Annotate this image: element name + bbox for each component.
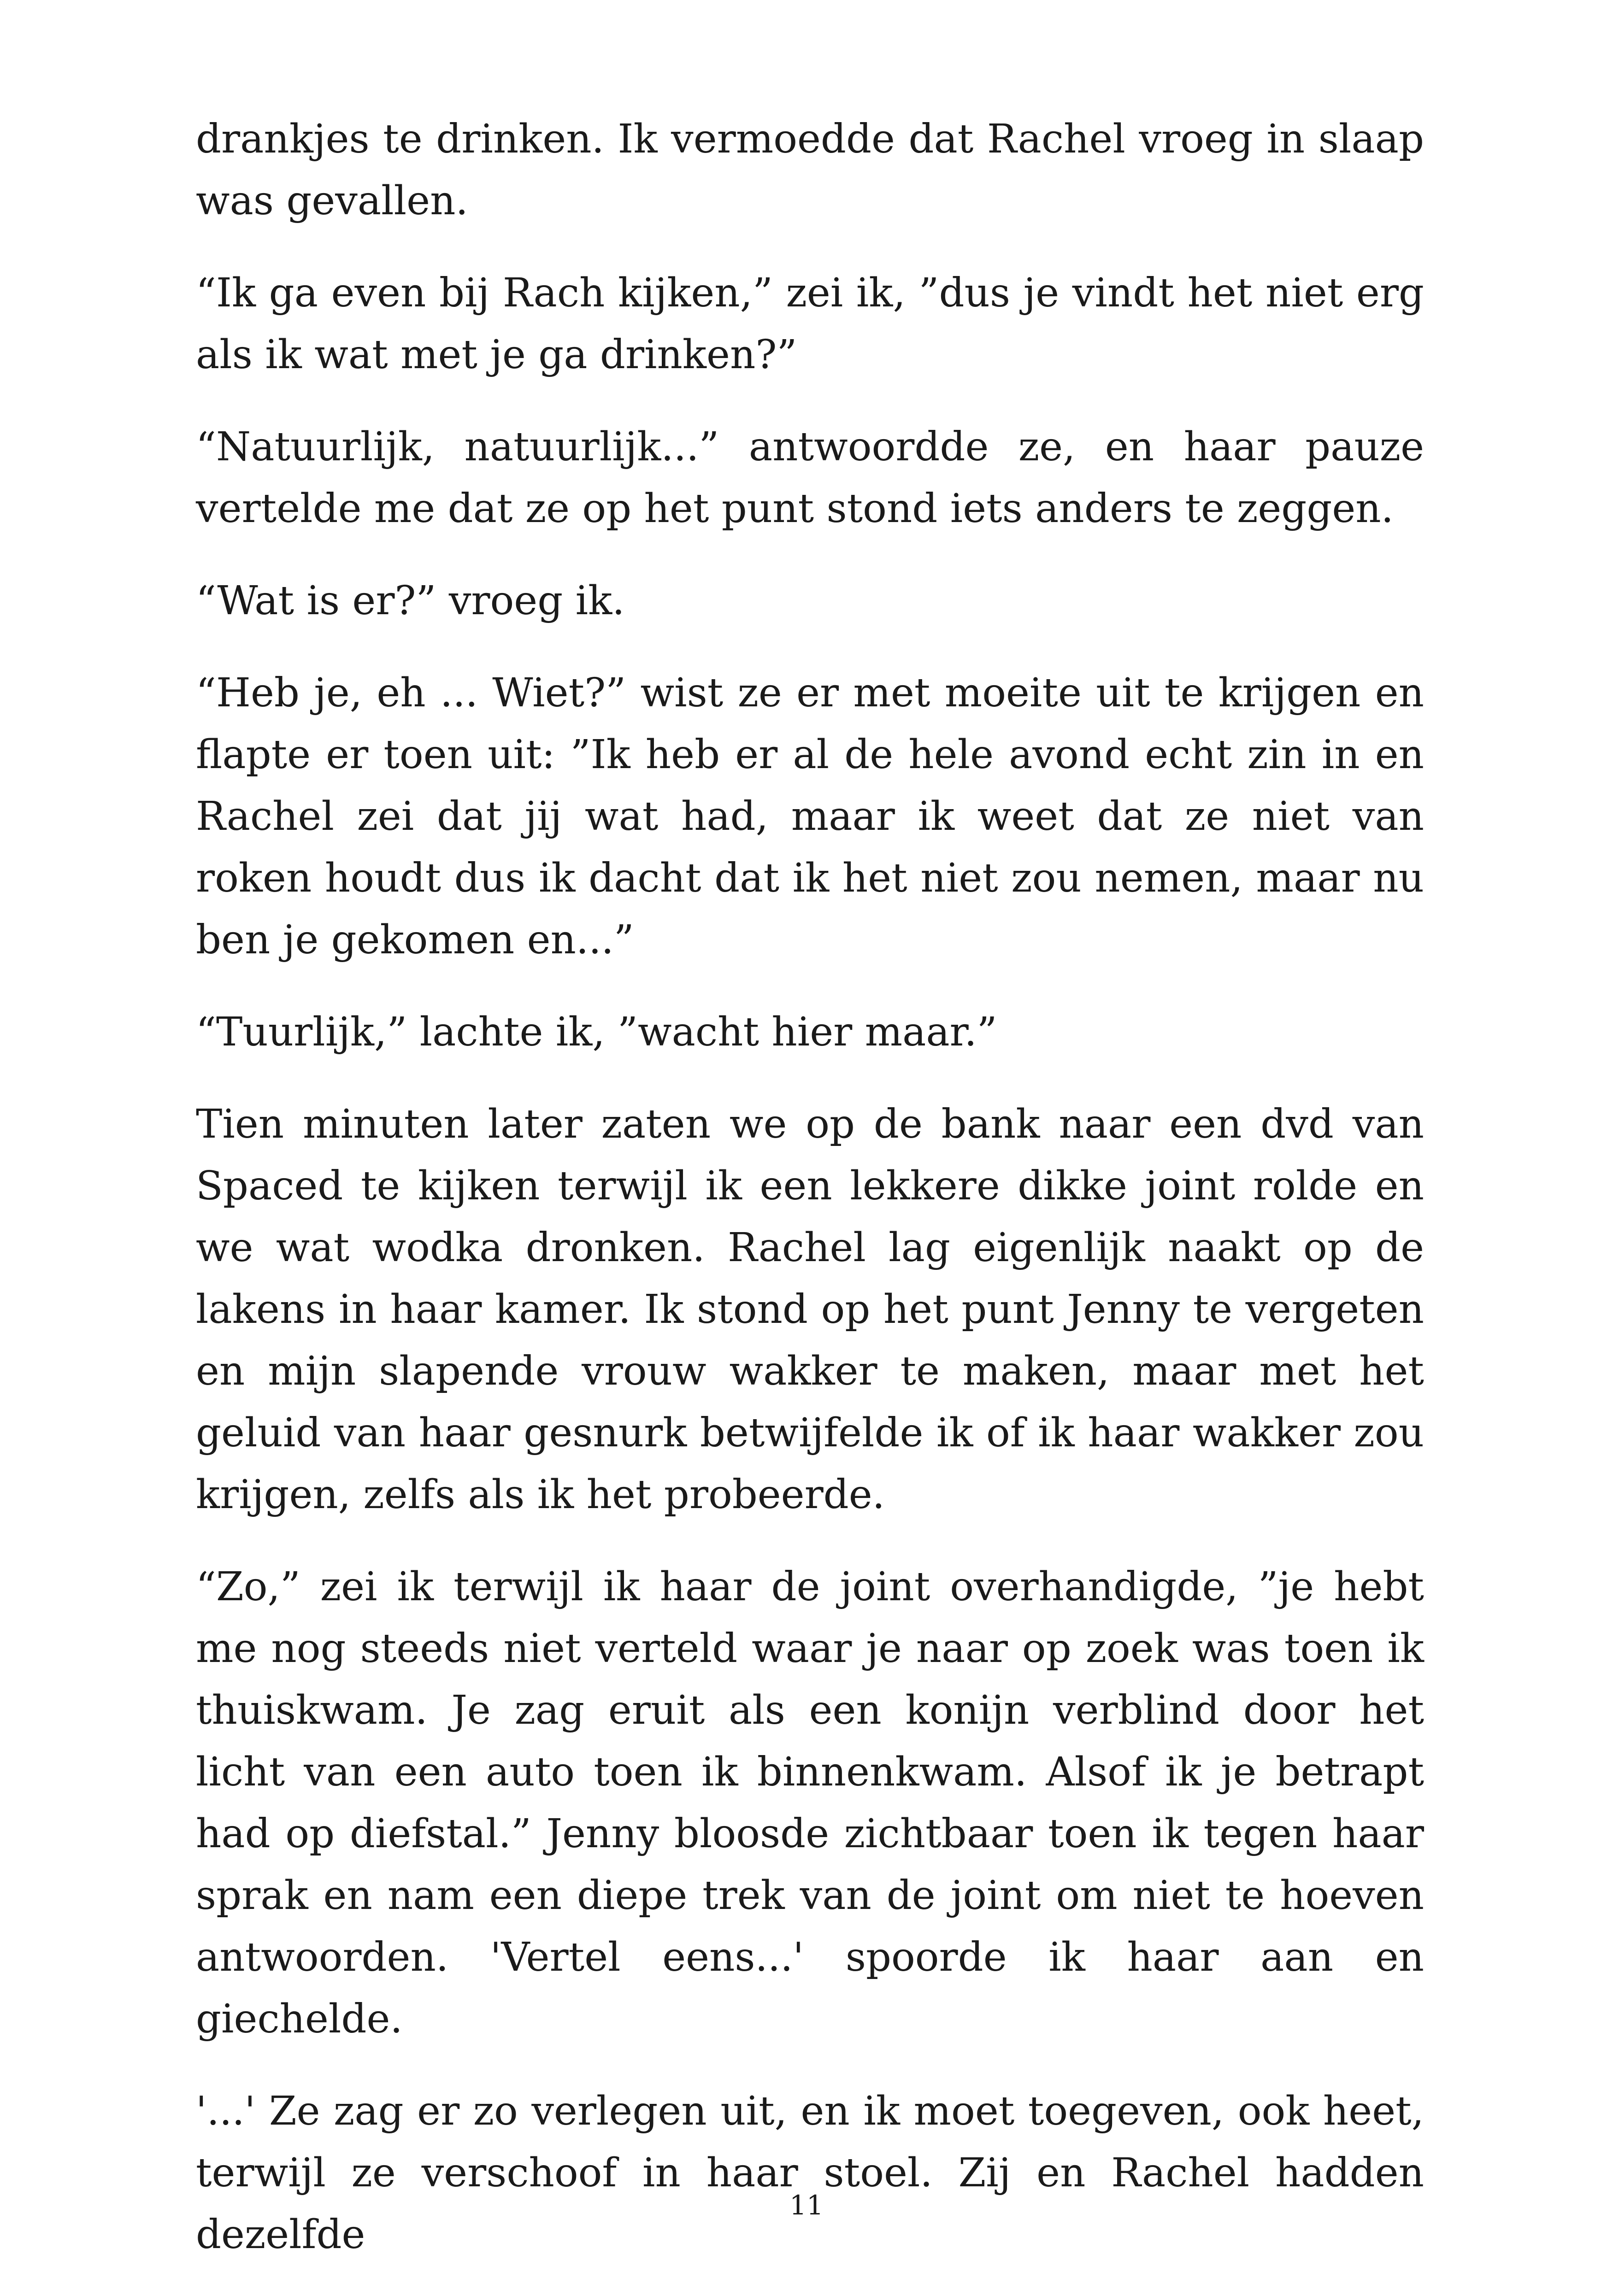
- paragraph-5: “Heb je, eh ... Wiet?” wist ze er met moeite uit te krijgen en flapte er toen uit: ”Ik heb er al de hele avond echt zin in en Rachel zei dat jij wat had, maar ik weet dat ze niet van roken houdt dus ik dacht dat ik het niet zou nemen, maar nu ben je gekomen en...”: [196, 670, 1424, 963]
- paragraph-9: '...' Ze zag er zo verlegen uit, en ik moet toegeven, ook heet, terwijl ze verschoof in haar stoel. Zij en Rachel hadden dezelfde: [196, 2088, 1424, 2258]
- paragraph-2: “Ik ga even bij Rach kijken,” zei ik, ”dus je vindt het niet erg als ik wat met je ga drinken?”: [196, 270, 1424, 378]
- paragraph-8: “Zo,” zei ik terwijl ik haar de joint overhandigde, ”je hebt me nog steeds niet verteld waar je naar op zoek was toen ik thuiskwam. Je zag eruit als een konijn verblind door het licht van een auto toen ik binnenkwam. Alsof ik je betrapt had op diefstal.” Jenny bloosde zichtbaar toen ik tegen haar sprak en nam een diepe trek van de joint om niet te hoeven antwoorden. 'Vertel eens...' spoorde ik haar aan en giechelde.: [196, 1564, 1424, 2042]
- paragraph-1: drankjes te drinken. Ik vermoedde dat Rachel vroeg in slaap was gevallen.: [196, 116, 1424, 224]
- paragraph-6: “Tuurlijk,” lachte ik, ”wacht hier maar.”: [196, 1009, 997, 1055]
- paragraph-3: “Natuurlijk, natuurlijk...” antwoordde ze, en haar pauze vertelde me dat ze op het punt stond iets anders te zeggen.: [196, 424, 1424, 532]
- page-number: 11: [789, 2190, 824, 2221]
- body-text: [196, 108, 1424, 2296]
- paragraph-4: “Wat is er?” vroeg ik.: [196, 578, 625, 624]
- paragraph-7: Tien minuten later zaten we op de bank naar een dvd van Spaced te kijken terwijl ik een lekkere dikke joint rolde en we wat wodka dronken. Rachel lag eigenlijk naakt op de lakens in haar kamer. Ik stond op het punt Jenny te vergeten en mijn slapende vrouw wakker te maken, maar met het geluid van haar gesnurk betwijfelde ik of ik haar wakker zou krijgen, zelfs als ik het probeerde.: [196, 1101, 1424, 1518]
